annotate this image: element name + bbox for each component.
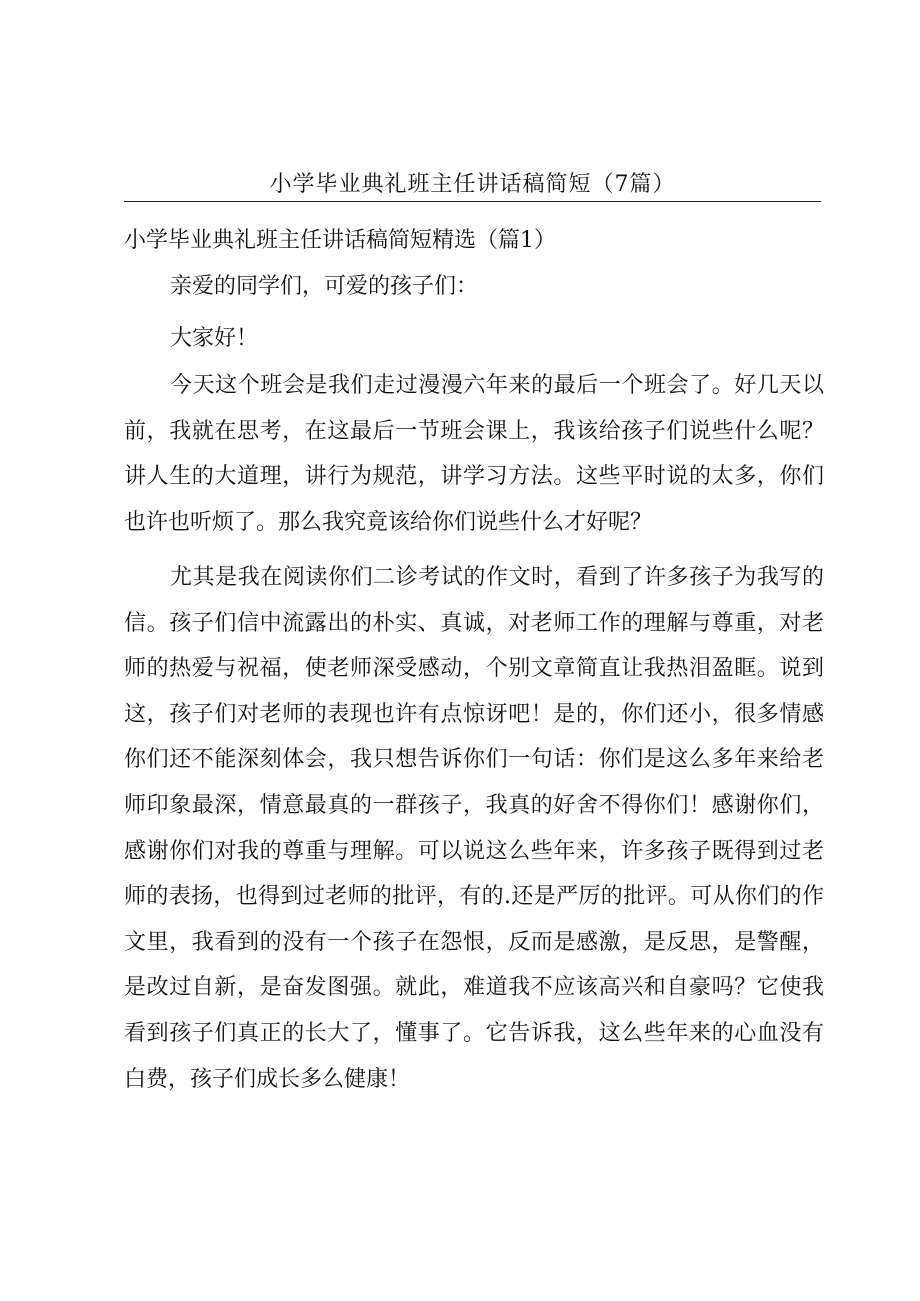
body-paragraph-2: 尤其是我在阅读你们二诊考试的作文时，看到了许多孩子为我写的信。孩子们信中流露出的朴实、真诚，对老师工作的理解与尊重，对老师的热爱与祝福，使老师深受感动，个别文章简直让我热泪盈眶。说到这，孩子们对老师的表现也许有点惊讶吧！是的，你们还小，很多情感你们还不能深刻体会，我只想告诉你们一句话：你们是这么多年来给老师印象最深，情意最真的一群孩子，我真的好舍不得你们！感谢你们，感谢你们对我的尊重与理解。可以说这么些年来，许多孩子既得到过老师的表扬，也得到过老师的批评，有的.还是严厉的批评。可从你们的作文里，我看到的没有一个孩子在怨恨，反而是感激，是反思，是警醒，是改过自新，是奋发图强。就此，难道我不应该高兴和自豪吗？它使我看到孩子们真正的长大了，懂事了。它告诉我，这么些年来的心血没有白费，孩子们成长多么健康！ bbox=[124, 565, 824, 1092]
body-paragraph-1: 今天这个班会是我们走过漫漫六年来的最后一个班会了。好几天以前，我就在思考，在这最后一节班会课上，我该给孩子们说些什么呢？讲人生的大道理，讲行为规范，讲学习方法。这些平时说的太多，你们也许也听烦了。那么我究竟该给你们说些什么才好呢？ bbox=[124, 373, 824, 535]
salutation-paragraph: 亲爱的同学们，可爱的孩子们： bbox=[170, 274, 479, 299]
document-title: 小学毕业典礼班主任讲话稿简短（7篇） bbox=[269, 172, 676, 197]
section-heading: 小学毕业典礼班主任讲话稿简短精选（篇1） bbox=[124, 228, 556, 253]
title-underline bbox=[124, 201, 821, 202]
greeting-paragraph: 大家好！ bbox=[170, 326, 259, 351]
